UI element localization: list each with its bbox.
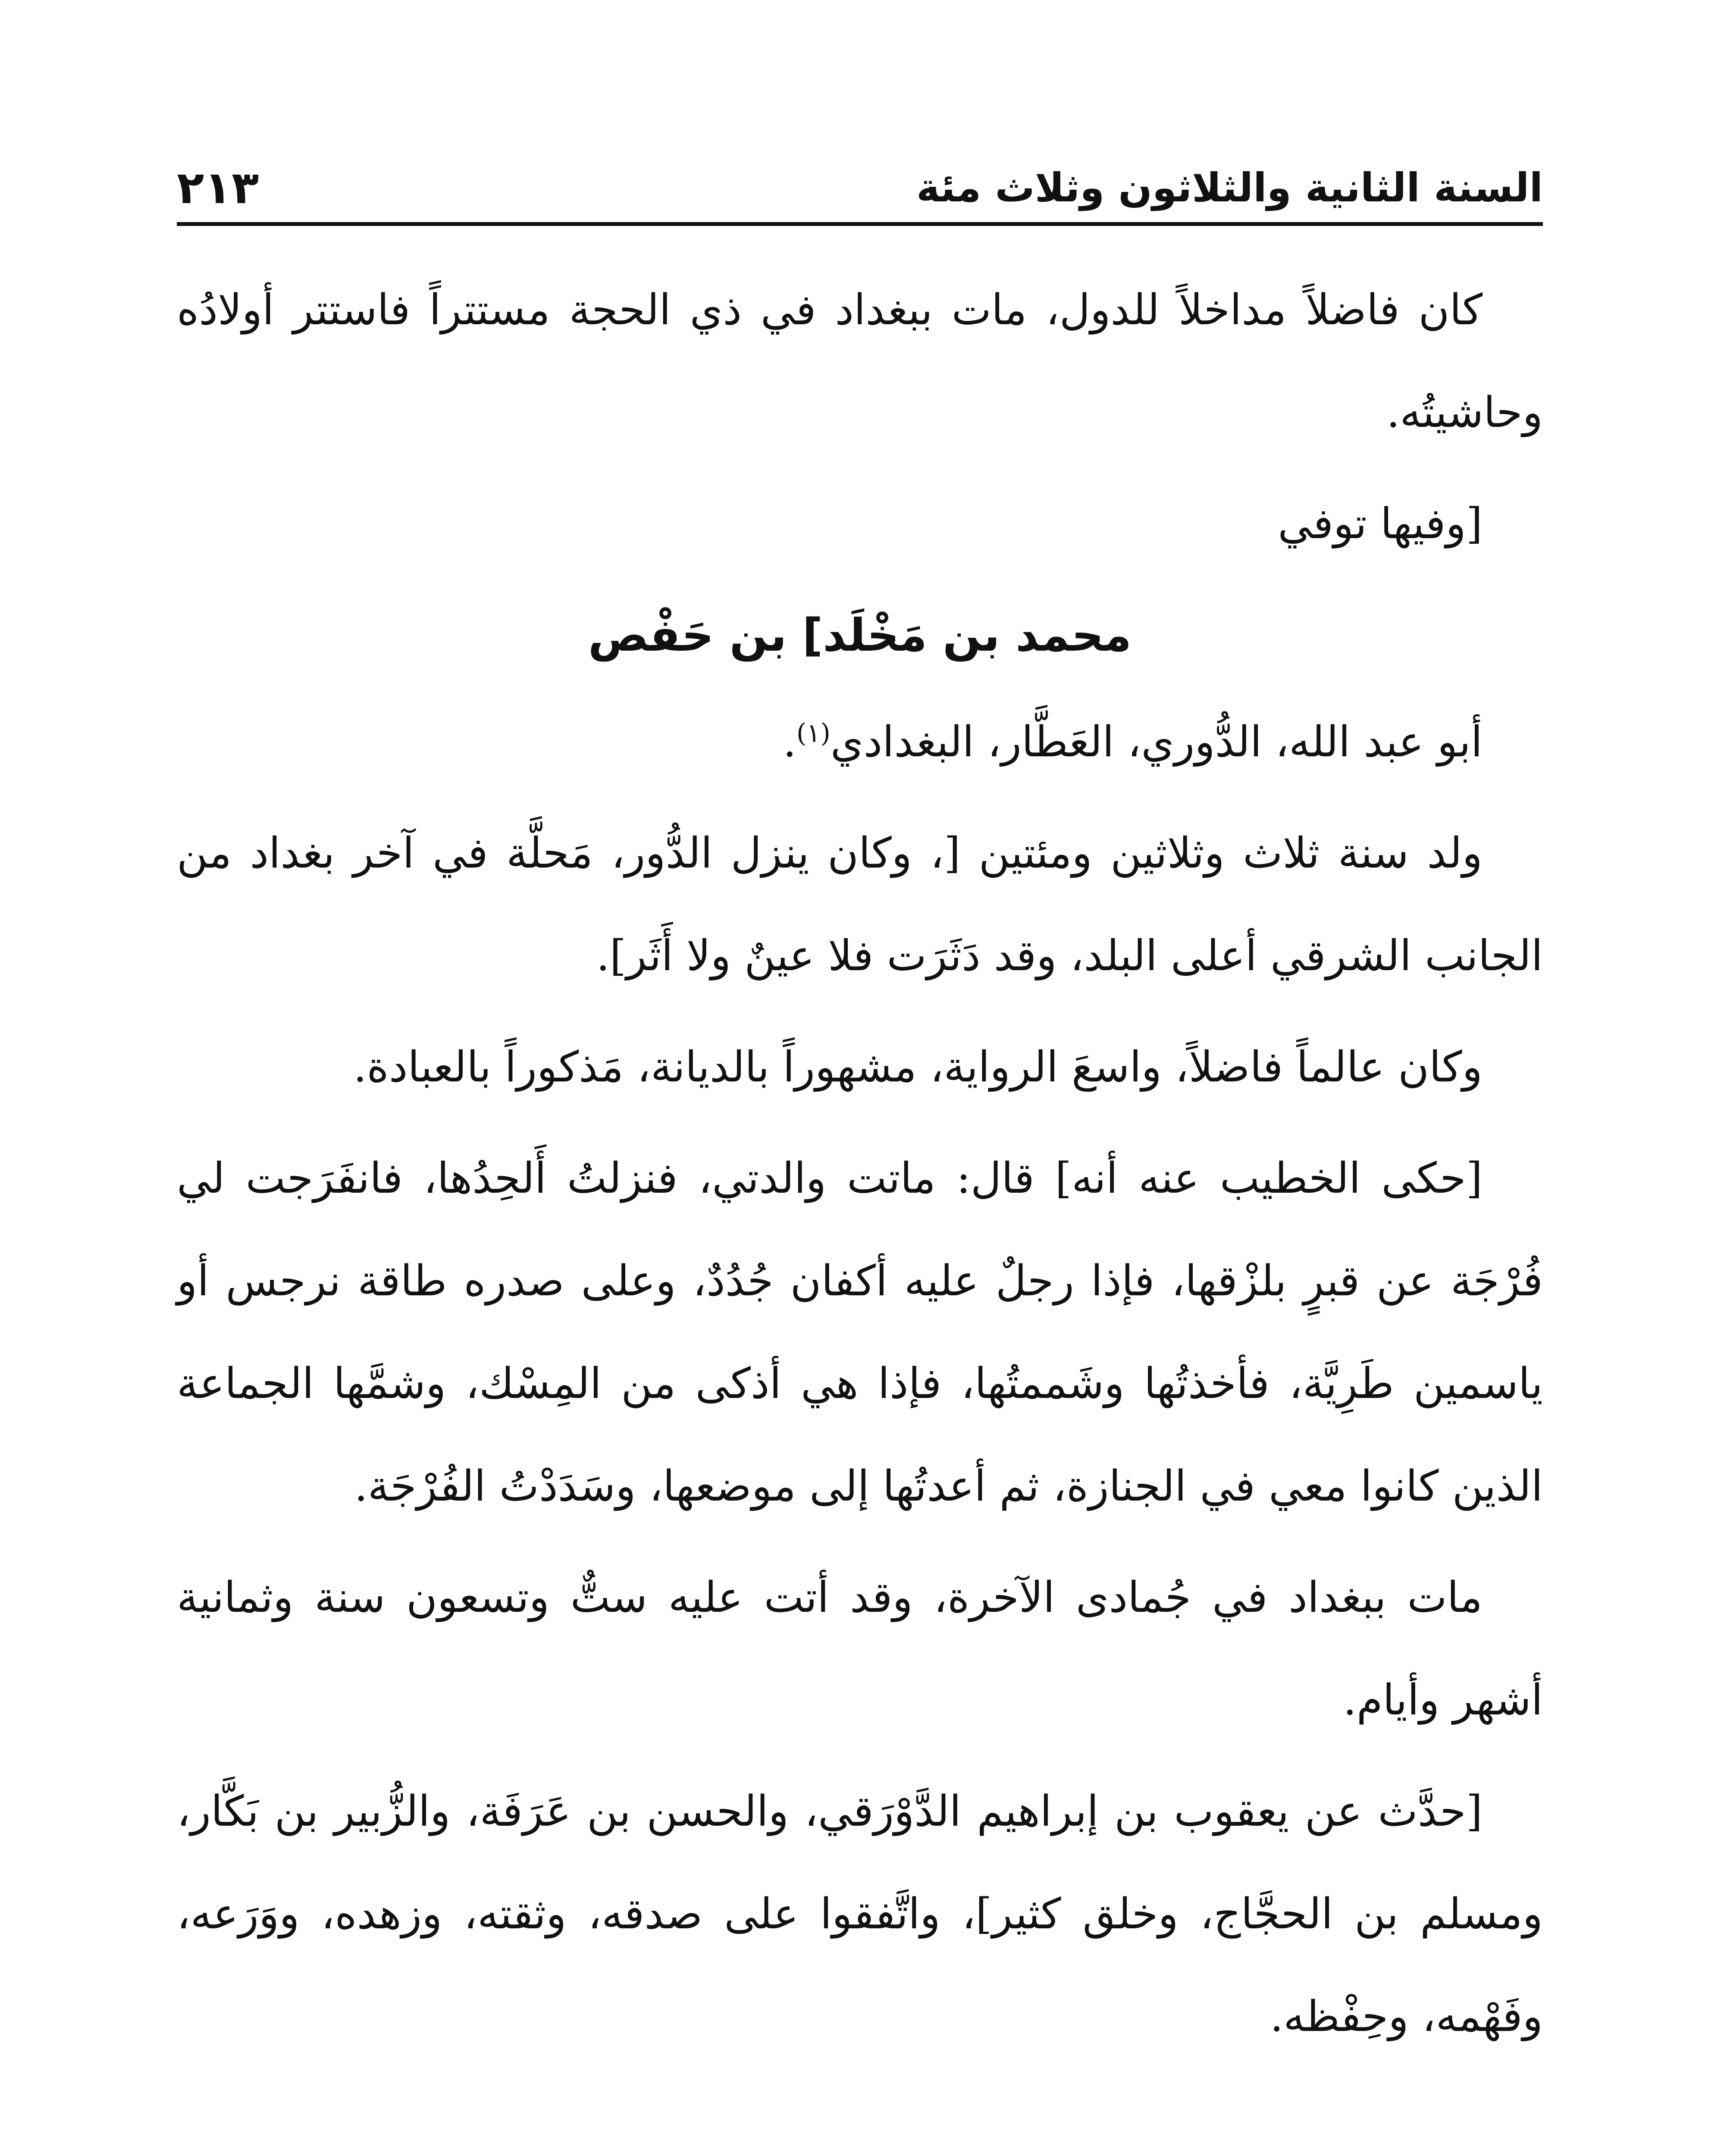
paragraph: [حدَّث عن يعقوب بن إبراهيم الدَّوْرَقي، والحسن بن عَرَفَة، والزُّبير بن بَكَّار، ومسلم بن الحجَّاج، وخلق كثير]، واتَّفقوا على صدقه، وثقته، وزهده، ووَرَعه، وفَهْمه، وحِفْظه. [177, 1787, 1543, 2041]
paragraph: وكان عالماً فاضلاً، واسعَ الرواية، مشهوراً بالديانة، مَذكوراً بالعبادة. [353, 1043, 1483, 1092]
paragraph-text: أبو عبد الله، الدُّوري، العَطَّار، البغدادي [830, 718, 1483, 767]
paragraph [177, 691, 1543, 793]
page-number: ٢١٣ [177, 161, 259, 214]
footnote-reference[interactable]: (١) [796, 718, 831, 749]
paragraph-end: . [783, 718, 796, 767]
page-header [177, 153, 1543, 226]
section-heading: محمد بن مَخْلَد] بن حَفْص [588, 609, 1132, 661]
paragraph: كان فاضلاً مداخلاً للدول، مات ببغداد في ذي الحجة مستتراً فاستتر أولادُه وحاشيتُه. [177, 285, 1543, 437]
paragraph: [حكى الخطيب عنه أنه] قال: ماتت والدتي، فنزلتُ أَلحِدُها، فانفَرَجت لي فُرْجَة عن قبرٍ بلزْقها، فإذا رجلٌ عليه أكفان جُدُدٌ، وعلى صدره طاقة نرجس أو ياسمين طَرِيَّة، فأخذتُها وشَممتُها، فإذا هي أذكى من المِسْك، وشمَّها الجماعة الذين كانوا معي في الجنازة، ثم أعدتُها إلى موضعها، وسَدَدْتُ الفُرْجَة. [177, 1154, 1543, 1511]
paragraph: [وفيها توفي [1278, 499, 1483, 548]
running-title: السنة الثانية والثلاثون وثلاث مئة [916, 164, 1543, 211]
paragraph: ولد سنة ثلاث وثلاثين ومئتين [، وكان ينزل الدُّور، مَحلَّة في آخر بغداد من الجانب الشرقي أعلى البلد، وقد دَثَرَت فلا عينٌ ولا أَثَر]. [177, 829, 1543, 981]
paragraph: مات ببغداد في جُمادى الآخرة، وقد أتت عليه ستٌّ وتسعون سنة وثمانية أشهر وأيام. [177, 1573, 1543, 1725]
main-text [177, 259, 1543, 2068]
